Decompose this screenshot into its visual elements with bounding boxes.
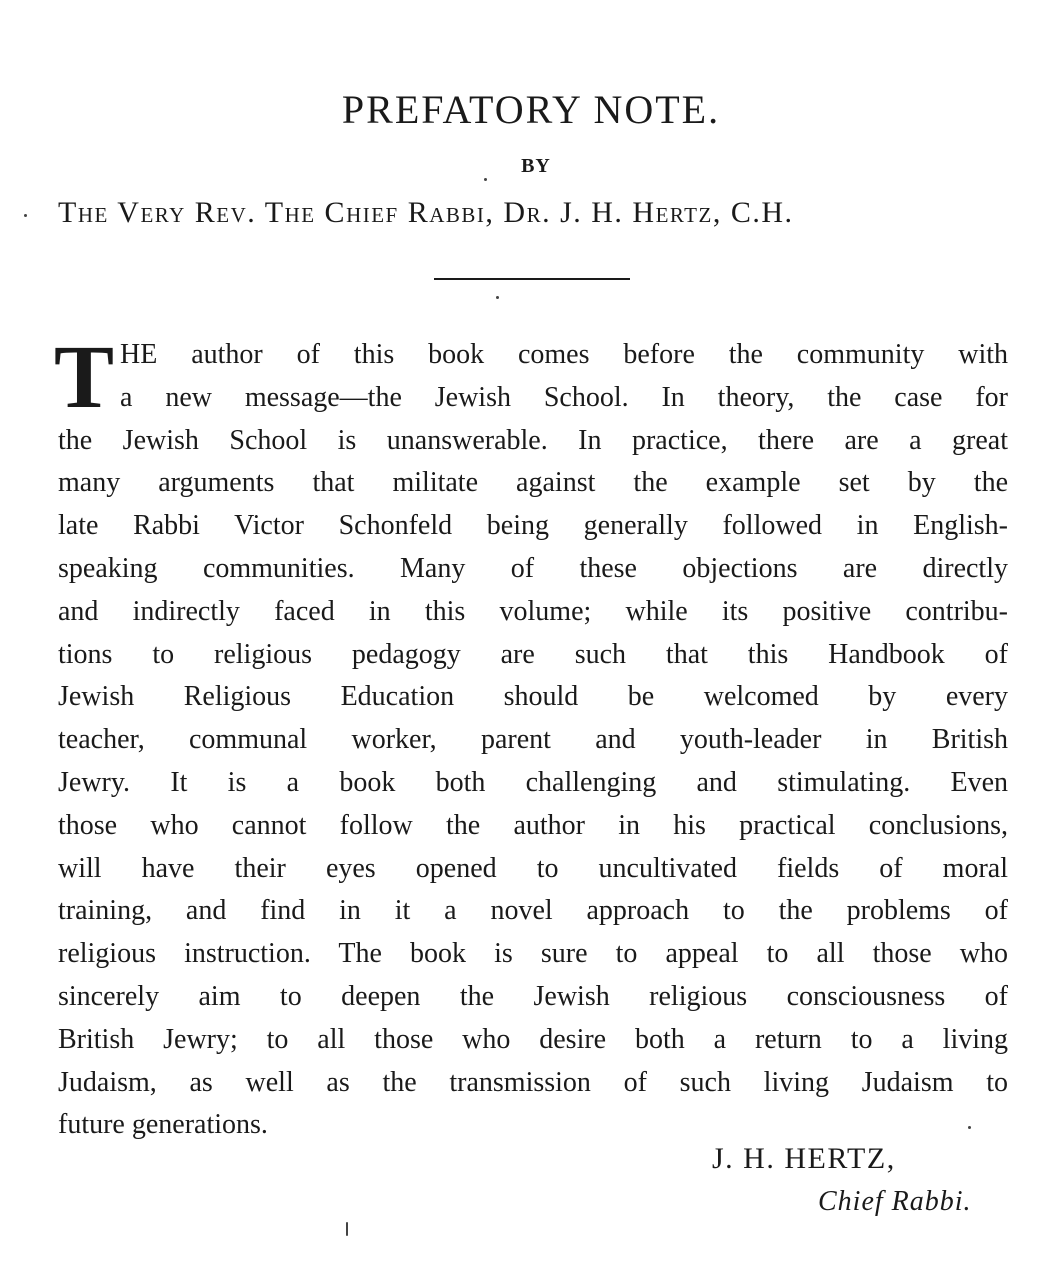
text-line: HE author of this book comes before the community with — [120, 339, 1008, 370]
text-line: British Jewry; to all those who desire both a return to a living — [58, 1023, 1008, 1055]
text-line: future generations. — [58, 1109, 268, 1141]
title-divider — [434, 278, 630, 280]
text-line: those who cannot follow the author in his practical conclusions, — [58, 809, 1008, 841]
page-title: PREFATORY NOTE. — [341, 87, 721, 132]
text-line: teacher, communal worker, parent and youth-leader in British — [58, 724, 1008, 756]
signature-name: J. H. HERTZ, — [712, 1142, 896, 1175]
byline-label: BY — [521, 155, 551, 177]
text-line: Judaism, as well as the transmission of such living Judaism to — [58, 1066, 1008, 1098]
text-line: training, and find in it a novel approach to the problems of — [58, 895, 1008, 927]
text-line: tions to religious pedagogy are such that this Handbook of — [58, 638, 1008, 670]
print-speck — [346, 1222, 348, 1236]
print-speck — [968, 1126, 971, 1129]
print-speck — [24, 214, 27, 217]
text-line: the Jewish School is unanswerable. In practice, there are a great — [58, 424, 1008, 456]
text-line: will have their eyes opened to uncultivated fields of moral — [58, 852, 1008, 884]
prefatory-note-body — [54, 328, 1008, 1147]
drop-cap: T — [54, 328, 115, 427]
signature-title: Chief Rabbi. — [818, 1186, 972, 1217]
text-line: and indirectly faced in this volume; while its positive contribu- — [58, 595, 1008, 627]
text-line: many arguments that militate against the example set by the — [58, 467, 1008, 499]
text-line: speaking communities. Many of these objections are directly — [58, 552, 1008, 584]
print-speck — [496, 296, 499, 299]
author-credit: The Very Rev. The Chief Rabbi, Dr. J. H. Hertz, C.H. — [58, 196, 794, 229]
text-line: a new message—the Jewish School. In theory, the case for — [120, 381, 1008, 413]
text-line: late Rabbi Victor Schonfeld being generally followed in English- — [58, 510, 1008, 542]
text-line: Jewry. It is a book both challenging and stimulating. Even — [58, 766, 1008, 798]
text-line: religious instruction. The book is sure to appeal to all those who — [58, 938, 1008, 970]
text-line: sincerely aim to deepen the Jewish religious consciousness of — [58, 980, 1008, 1012]
print-speck — [484, 178, 487, 181]
text-line: Jewish Religious Education should be welcomed by every — [58, 681, 1008, 713]
